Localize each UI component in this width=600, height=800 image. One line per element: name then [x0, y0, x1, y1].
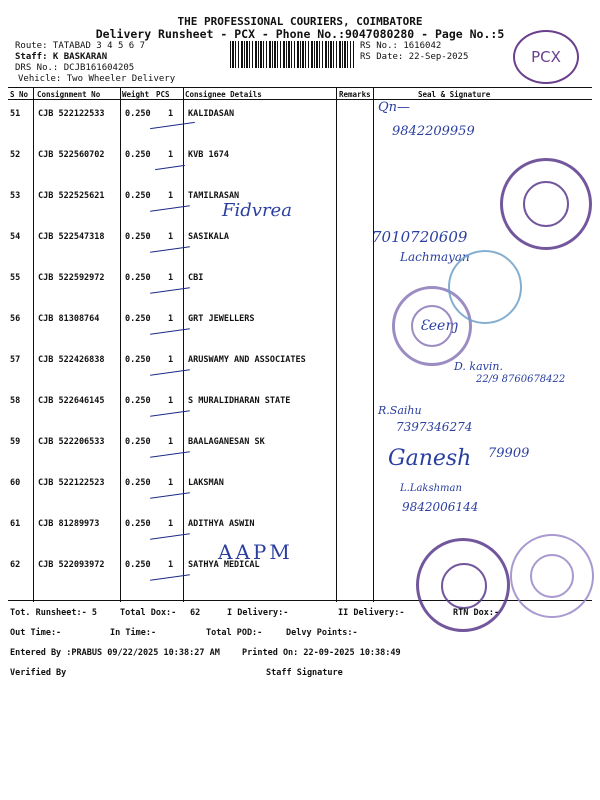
sign-56: Ԑeeɱ [420, 318, 459, 334]
sno: 61 [10, 519, 21, 529]
table-row [8, 510, 592, 551]
sno: 55 [10, 273, 21, 283]
table-header [8, 88, 592, 100]
cbi-seal [448, 250, 522, 324]
pcs: 1 [168, 478, 174, 488]
in-time: In Time:- [110, 628, 157, 638]
weight: 0.250 [125, 109, 151, 119]
table-row [8, 387, 592, 428]
weight: 0.250 [125, 519, 151, 529]
company-title: THE PROFESSIONAL COURIERS, COIMBATORE [177, 15, 423, 28]
sign-61: AAPM [218, 540, 293, 564]
weight: 0.250 [125, 478, 151, 488]
tot-runsheet: Tot. Runsheet:- 5 [10, 608, 97, 618]
col-pcs: PCS [156, 90, 170, 99]
pcx-stamp: PCX [513, 30, 579, 84]
pcs: 1 [168, 437, 174, 447]
pcs: 1 [168, 519, 174, 529]
consignee: LAKSMAN [188, 478, 224, 488]
phone-57: 22/9 8760678422 [476, 374, 566, 385]
sno: 54 [10, 232, 21, 242]
printed-on: Printed On: 22-09-2025 10:38:49 [242, 648, 401, 658]
col-sno: S No [10, 90, 29, 99]
consignment-no: CJB 522547318 [38, 232, 105, 242]
sno: 56 [10, 314, 21, 324]
consignee: KALIDASAN [188, 109, 235, 119]
pcs: 1 [168, 560, 174, 570]
staff: Staff: K BASKARAN [15, 52, 108, 62]
weight: 0.250 [125, 232, 151, 242]
weight: 0.250 [125, 560, 151, 570]
col-remarks: Remarks [339, 90, 371, 99]
sno: 59 [10, 437, 21, 447]
sno: 53 [10, 191, 21, 201]
pcs: 1 [168, 232, 174, 242]
weight: 0.250 [125, 314, 151, 324]
table-row [8, 141, 592, 182]
consignment-no: CJB 522122533 [38, 109, 105, 119]
consignment-no: CJB 522525621 [38, 191, 105, 201]
drs-number: DRS No.: DCJB161604205 [15, 63, 135, 73]
phone-59: 79909 [488, 446, 530, 461]
sign-59: Ganesh [388, 446, 472, 471]
consignee: BAALAGANESAN SK [188, 437, 265, 447]
name-60: L.Lakshman [400, 483, 462, 494]
pcs: 1 [168, 314, 174, 324]
table-row [8, 100, 592, 141]
runsheet-subtitle: Delivery Runsheet - PCX - Phone No.:9047080280 - Page No.:5 [95, 27, 505, 41]
sno: 62 [10, 560, 21, 570]
consignment-no: CJB 522206533 [38, 437, 105, 447]
consignee: S MURALIDHARAN STATE [188, 396, 291, 406]
col-seal: Seal & Signature [418, 90, 491, 99]
consignee: ADITHYA ASWIN [188, 519, 255, 529]
name-57: D. kavin. [454, 360, 503, 373]
sno: 60 [10, 478, 21, 488]
weight: 0.250 [125, 355, 151, 365]
consignee: ARUSWAMY AND ASSOCIATES [188, 355, 306, 365]
weight: 0.250 [125, 150, 151, 160]
col-consignment: Consignment No [37, 90, 101, 99]
weight: 0.250 [125, 191, 151, 201]
consignee: CBI [188, 273, 204, 283]
pcs: 1 [168, 273, 174, 283]
consignment-no: CJB 522122523 [38, 478, 105, 488]
sign-53: Fidvrea [222, 200, 292, 221]
rtn-dox: RTN Dox:- [453, 608, 500, 618]
staff-signature: Staff Signature [266, 668, 343, 678]
consignment-no: CJB 81308764 [38, 314, 100, 324]
ii-delivery: II Delivery:- [338, 608, 405, 618]
phone-51: 9842209959 [392, 124, 475, 139]
out-time: Out Time:- [10, 628, 62, 638]
entered-by: Entered By :PRABUS 09/22/2025 10:38:27 AM [10, 648, 220, 658]
sno: 57 [10, 355, 21, 365]
route: Route: TATABAD 3 4 5 6 7 [15, 41, 146, 51]
total-dox-label: Total Dox:- [120, 608, 177, 618]
phone-60: 9842006144 [402, 500, 479, 514]
sno: 58 [10, 396, 21, 406]
rs-date: RS Date: 22-Sep-2025 [360, 52, 469, 62]
insurance-seal [500, 158, 592, 250]
consignment-no: CJB 522426838 [38, 355, 105, 365]
sno: 52 [10, 150, 21, 160]
consignee: SATHYA MEDICAL [188, 560, 260, 570]
weight: 0.250 [125, 273, 151, 283]
consignee: KVB 1674 [188, 150, 229, 160]
pcs: 1 [168, 191, 174, 201]
consignee: GRT JEWELLERS [188, 314, 255, 324]
consignee: SASIKALA [188, 232, 229, 242]
vehicle: Vehicle: Two Wheeler Delivery [18, 74, 176, 84]
runsheet-table [8, 87, 592, 601]
delvy-points: Delvy Points:- [286, 628, 358, 638]
consignment-no: CJB 522093972 [38, 560, 105, 570]
consignment-no: CJB 522592972 [38, 273, 105, 283]
weight: 0.250 [125, 437, 151, 447]
sno: 51 [10, 109, 21, 119]
name-54: Lachmayan [400, 250, 470, 264]
rs-number: RS No.: 1616042 [360, 41, 442, 51]
consignment-no: CJB 522560702 [38, 150, 105, 160]
consignee: TAMILRASAN [188, 191, 240, 201]
col-consignee: Consignee Details [185, 90, 262, 99]
i-delivery: I Delivery:- [227, 608, 289, 618]
consignment-no: CJB 81289973 [38, 519, 100, 529]
phone-54: 7010720609 [372, 228, 468, 246]
hospital-seal [510, 534, 594, 618]
table-row [8, 469, 592, 510]
barcode [230, 41, 354, 68]
name-58: R.Saihu [378, 404, 422, 417]
total-pod: Total POD:- [206, 628, 263, 638]
pcs: 1 [168, 109, 174, 119]
total-dox-value: 62 [190, 608, 201, 618]
pcs: 1 [168, 150, 174, 160]
pcs: 1 [168, 355, 174, 365]
col-weight: Weight [122, 90, 150, 99]
consignment-no: CJB 522646145 [38, 396, 105, 406]
sign-51: Qn— [378, 100, 411, 115]
weight: 0.250 [125, 396, 151, 406]
pcs: 1 [168, 396, 174, 406]
verified-by: Verified By [10, 668, 67, 678]
phone-58: 7397346274 [396, 420, 473, 434]
